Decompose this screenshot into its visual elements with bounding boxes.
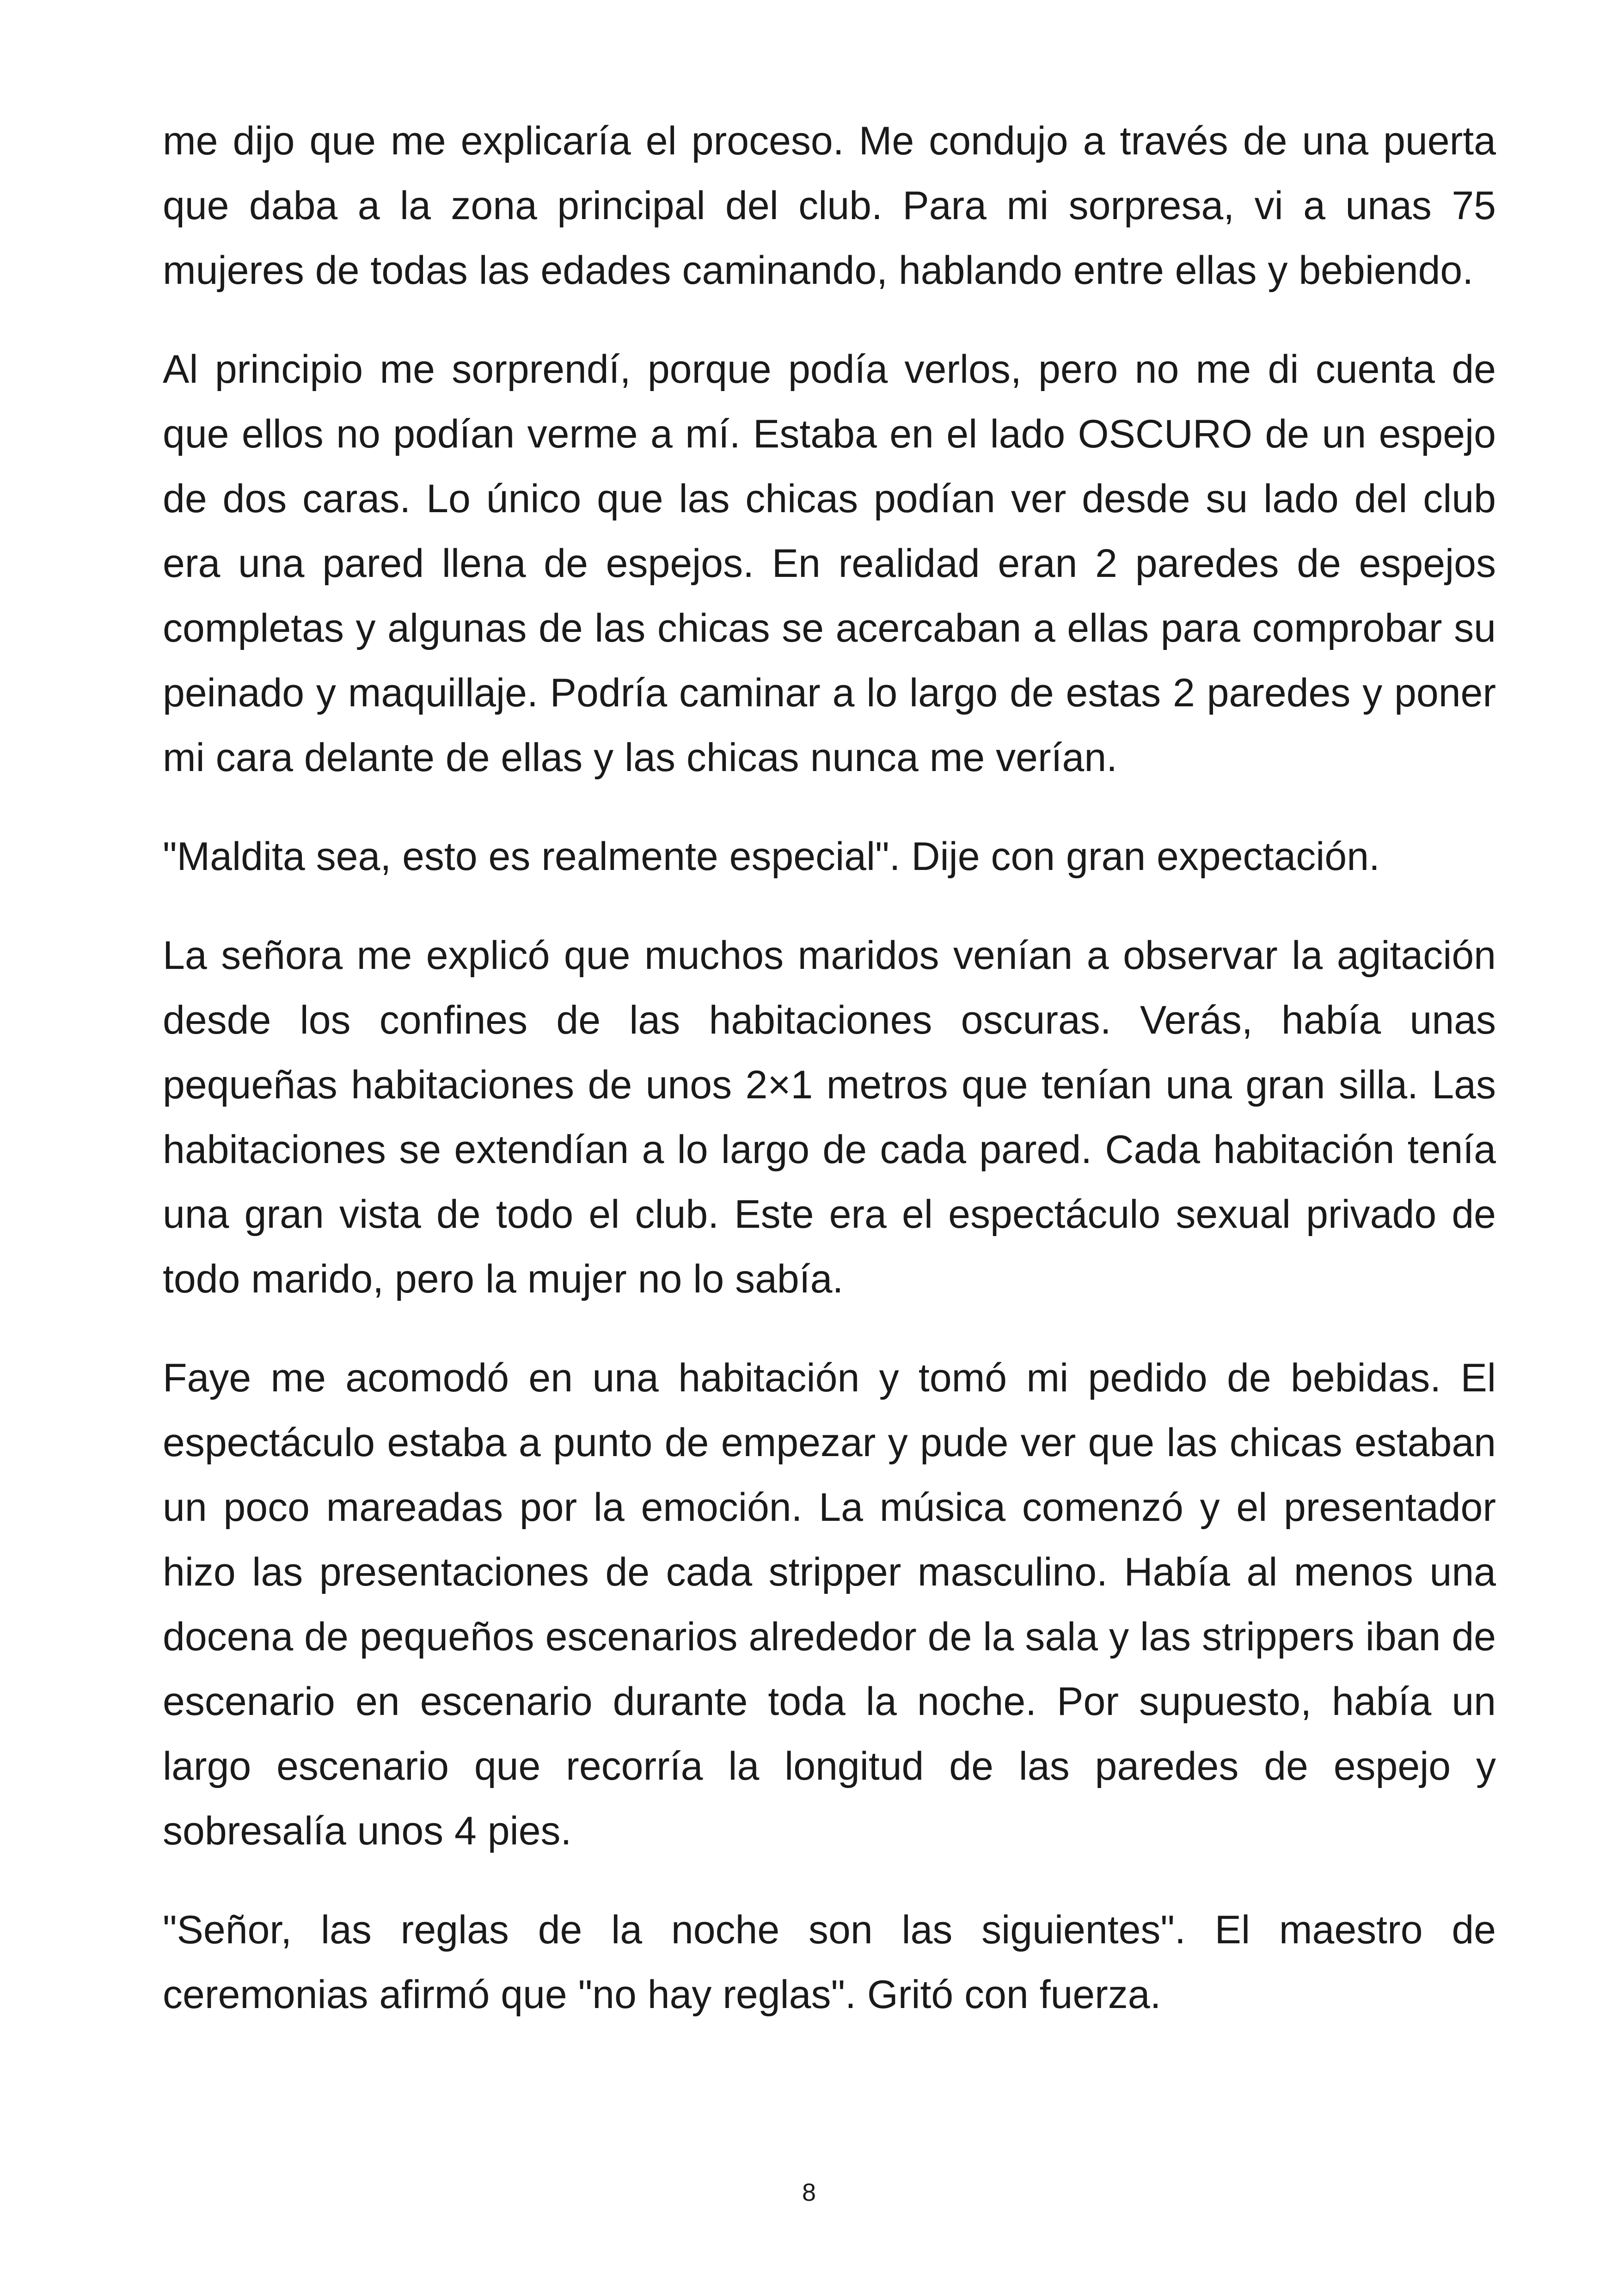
paragraph: Al principio me sorprendí, porque podía verlos, pero no me di cuenta de que ellos no podían verme a mí. Estaba en el lado OSCURO de un espejo de dos caras. Lo único que las chicas podían ver desde su lado del club era una pared llena de espejos. En realidad eran 2 paredes de espejos completas y algunas de las chicas se acercaban a ellas para comprobar su peinado y maquillaje. Podría caminar a lo largo de estas 2 paredes y poner mi cara delante de ellas y las chicas nunca me verían. <box>163 347 1496 780</box>
paragraph: La señora me explicó que muchos maridos venían a observar la agitación desde los confines de las habitaciones oscuras. Verás, había unas pequeñas habitaciones de unos 2×1 metros que tenían una gran silla. Las habitaciones se extendían a lo largo de cada pared. Cada habitación tenía una gran vista de todo el club. Este era el espectáculo sexual privado de todo marido, pero la mujer no lo sabía. <box>163 933 1496 1301</box>
paragraph: "Señor, las reglas de la noche son las siguientes". El maestro de ceremonias afirmó que "no hay reglas". Gritó con fuerza. <box>163 1908 1496 2017</box>
body-text <box>163 109 1496 2061</box>
page-number: 8 <box>802 2179 816 2206</box>
paragraph: me dijo que me explicaría el proceso. Me condujo a través de una puerta que daba a la zona principal del club. Para mi sorpresa, vi a unas 75 mujeres de todas las edades caminando, hablando entre ellas y bebiendo. <box>163 119 1496 293</box>
paragraph: Faye me acomodó en una habitación y tomó mi pedido de bebidas. El espectáculo estaba a punto de empezar y pude ver que las chicas estaban un poco mareadas por la emoción. La música comenzó y el presentador hizo las presentaciones de cada stripper masculino. Había al menos una docena de pequeños escenarios alrededor de la sala y las strippers iban de escenario en escenario durante toda la noche. Por supuesto, había un largo escenario que recorría la longitud de las paredes de espejo y sobresalía unos 4 pies. <box>163 1356 1496 1853</box>
paragraph: "Maldita sea, esto es realmente especial". Dije con gran expectación. <box>163 834 1380 879</box>
